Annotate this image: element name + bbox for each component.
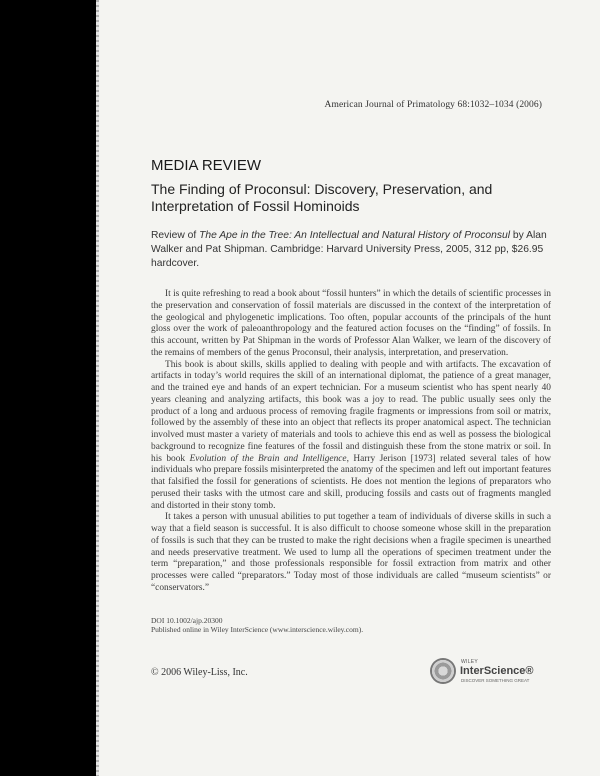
doi: DOI 10.1002/ajp.20300 xyxy=(151,616,223,625)
paragraph-2-text-a: This book is about skills, skills applied to dealing with people and with artifacts. The excavation of artifacts in today’s world requires the skill of an international diplomat, the patience of a great manager, and the trained eye and hands of an expert technician. For a museum scientist who has spent nearly 40 years cleaning and analyzing artifacts, this book was a joy to read. The public usually sees only the product of a long and arduous process of removing fragile fragments or impressions from soil or matrix, followed by the assembly of these into an object that reflects its proper anatomical aspect. The technician involved must master a variety of materials and tools to achieve this end as well as possess the biological background to recognize fine features of the fossil and distinguish these from the stone matrix or soil. In his book xyxy=(151,359,551,464)
copyright: © 2006 Wiley-Liss, Inc. xyxy=(151,667,248,678)
logo-tagline: DISCOVER SOMETHING GREAT xyxy=(461,678,530,683)
journal-running-head: American Journal of Primatology 68:1032–1034 (2006) xyxy=(324,100,542,110)
globe-icon xyxy=(430,658,456,684)
published-online: Published online in Wiley InterScience (www.interscience.wiley.com). xyxy=(151,625,364,634)
review-body xyxy=(151,289,551,595)
paragraph-3: It takes a person with unusual abilities to put together a team of individuals of diverse skills in such a way that a field season is successful. It is also difficult to choose someone whose skill in the preparation of fossils is such that they can be trusted to make the right decisions when a fragile specimen is unearthed and needs preservative treatment. We used to lump all the operations of specimen treatment under the term “preparation,” and those professionals responsible for fossil extraction from matrix and other processes were called “preparators.” Today most of those individuals are called “museum scientists” or “conservators.” xyxy=(151,512,551,593)
document-page xyxy=(96,0,600,776)
review-of-prefix: Review of xyxy=(151,230,200,241)
paragraph-1: It is quite refreshing to read a book about “fossil hunters” in which the details of scientific processes in the preservation and conservation of fossil materials are discussed in the context of the interpretation of the geological and phylogenetic implications. Too often, popular accounts of the principals of the hunt gloss over the work of paleoanthropology and the featured action focuses on the “finding” of fossils. In this account, written by Pat Shipman in the words of Professor Alan Walker, we learn of the discovery of the remains of members of the genus Proconsul, their analysis, interpretation, and preservation. xyxy=(151,289,551,358)
book-title: The Ape in the Tree: An Intellectual and Natural History of Proconsul xyxy=(199,230,511,241)
logo-wiley: WILEY xyxy=(461,659,479,665)
book-citation xyxy=(151,229,551,271)
article-title: The Finding of Proconsul: Discovery, Preservation, and Interpretation of Fossil Hominoids xyxy=(151,181,493,214)
cited-book-title: Evolution of the Brain and Intelligence xyxy=(189,453,347,464)
paragraph-2-text-b: , Harry Jerison [1973] related several tales of how individuals who prepare fossils misinterpreted the anatomy of the specimen and left out important features that falsified the fossil for generations of scientists. He does not mention the legions of preparators who perused their tasks with the utmost care and skill, producing fossils and casts out of fragments mangled and distorted in their stony tomb. xyxy=(151,453,551,511)
doi-block xyxy=(151,616,551,634)
wiley-interscience-logo xyxy=(430,656,545,686)
paragraph-2 xyxy=(151,360,551,513)
book-details: by Alan Walker and Pat Shipman. Cambridge: Harvard University Press, 2005, 312 pp, $26.95 hardcover. xyxy=(151,230,547,269)
section-label: MEDIA REVIEW xyxy=(151,157,262,174)
logo-name: InterScience® xyxy=(460,665,534,677)
